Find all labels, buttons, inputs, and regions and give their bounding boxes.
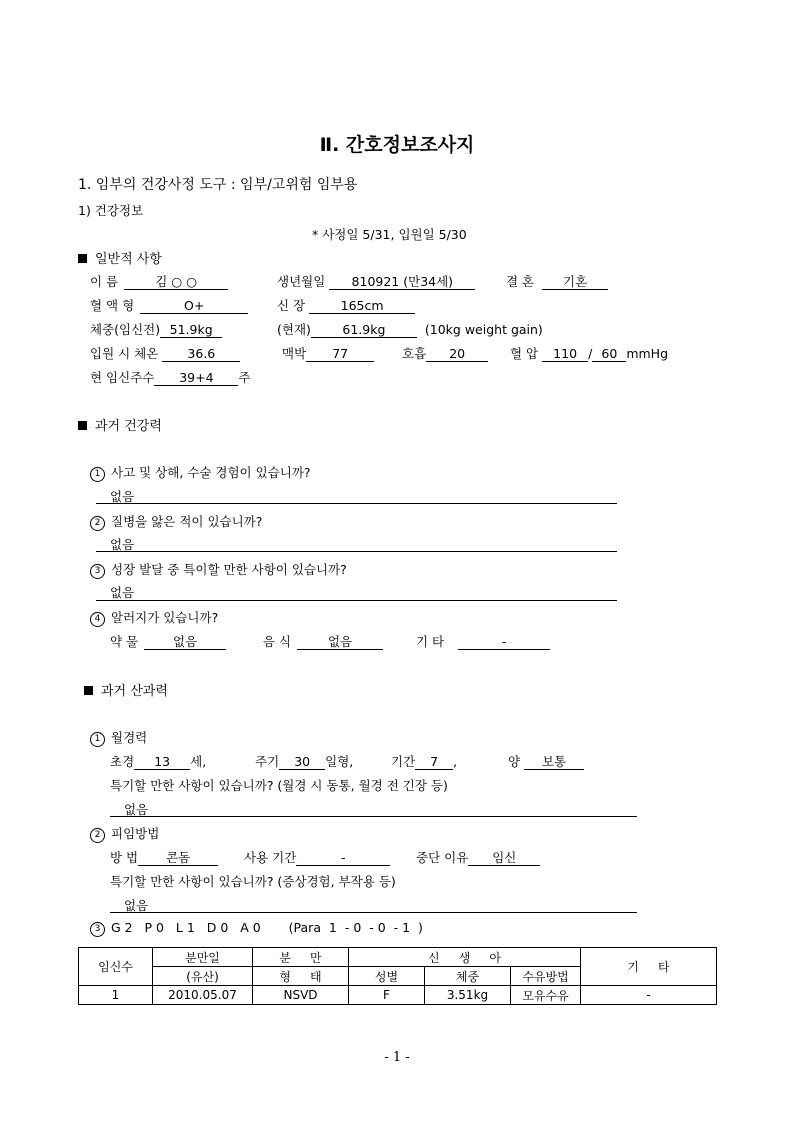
name-value: 김 ○ ○ bbox=[124, 274, 228, 290]
bp-sys-value: 110 bbox=[542, 346, 588, 362]
menarche-row: 초경 13 세, bbox=[110, 754, 207, 769]
period-value: 7 bbox=[415, 754, 453, 770]
answer-line bbox=[96, 503, 617, 504]
height-value: 165cm bbox=[309, 298, 415, 314]
allergy-etc: 기 타 - bbox=[416, 632, 550, 650]
gpa-value: G 2 P 0 L 1 D 0 A 0 bbox=[111, 920, 261, 935]
use-value: - bbox=[296, 850, 390, 866]
row-blood: 혈 액 형 O+ bbox=[90, 296, 248, 314]
row-name: 이 름 김 ○ ○ bbox=[90, 272, 228, 290]
answer-line bbox=[110, 816, 637, 817]
row-height: 신 장 165cm bbox=[277, 296, 415, 314]
answer-3: 없음 bbox=[110, 585, 135, 600]
amount-value: 보통 bbox=[524, 754, 584, 770]
circled-number-icon: 3 bbox=[90, 922, 105, 937]
circled-number-icon: 1 bbox=[90, 732, 105, 747]
circled-number-icon: 4 bbox=[90, 612, 105, 627]
question-1: 1 사고 및 상해, 수술 경험이 있습니까? bbox=[90, 463, 311, 482]
answer-1: 없음 bbox=[110, 489, 135, 504]
menstrual-title: 1 월경력 bbox=[90, 728, 147, 747]
cell-feed: 모유수유 bbox=[511, 986, 581, 1005]
weight-gain: (10kg weight gain) bbox=[424, 322, 543, 337]
header-preg: 임신수 bbox=[79, 948, 153, 986]
header-type: 분 만 bbox=[253, 948, 349, 967]
row-bp: 혈 압 110 / 60 mmHg bbox=[510, 346, 669, 361]
pulse-value: 77 bbox=[306, 346, 374, 362]
resp-value: 20 bbox=[426, 346, 488, 362]
cell-date: 2010.05.07 bbox=[153, 986, 253, 1005]
question-2: 2 질병을 앓은 적이 있습니까? bbox=[90, 512, 262, 531]
dob-value: 810921 (만34세) bbox=[329, 274, 475, 290]
weight-now-value: 61.9kg bbox=[311, 322, 417, 338]
bp-dia-value: 60 bbox=[592, 346, 626, 362]
temp-value: 36.6 bbox=[162, 346, 240, 362]
menstrual-special: 특기할 만한 사항이 있습니까? (월경 시 동통, 월경 전 긴장 등) bbox=[110, 778, 448, 793]
allergy-food: 음 식 없음 bbox=[263, 632, 383, 650]
circled-number-icon: 3 bbox=[90, 564, 105, 579]
stop-value: 임신 bbox=[468, 850, 540, 866]
question-4: 4 알러지가 있습니까? bbox=[90, 608, 218, 627]
cycle-value: 30 bbox=[279, 754, 325, 770]
assessment-date: * 사정일 5/31, 입원일 5/30 bbox=[312, 227, 467, 242]
use-row: 사용 기간 - bbox=[244, 848, 390, 866]
row-resp: 호흡 20 bbox=[402, 344, 488, 362]
row-ga: 현 임신주수 39+4 주 bbox=[90, 370, 251, 385]
gpa-row bbox=[90, 920, 423, 937]
drug-value: 없음 bbox=[144, 634, 226, 650]
cell-weight: 3.51kg bbox=[425, 986, 511, 1005]
allergy-drug: 약 물 없음 bbox=[110, 632, 226, 650]
square-bullet-icon bbox=[84, 686, 93, 695]
method-row: 방 법 콘돔 bbox=[110, 848, 218, 866]
marriage-value: 기혼 bbox=[542, 274, 608, 290]
row-weight: 체중(임신전) 51.9kg bbox=[90, 320, 222, 338]
circled-number-icon: 2 bbox=[90, 828, 105, 843]
section-heading: 1. 임부의 건강사정 도구 : 임부/고위험 임부용 bbox=[78, 177, 358, 193]
period-row: 기간 7 , bbox=[391, 754, 458, 769]
cell-etc: - bbox=[581, 986, 717, 1005]
past-health-heading: 과거 건강력 bbox=[78, 415, 162, 434]
circled-number-icon: 2 bbox=[90, 516, 105, 531]
cell-sex: F bbox=[349, 986, 425, 1005]
food-value: 없음 bbox=[297, 634, 383, 650]
amount-row: 양 보통 bbox=[508, 752, 584, 770]
answer-line bbox=[110, 912, 637, 913]
menstrual-special-answer: 없음 bbox=[124, 802, 149, 817]
circled-number-icon: 1 bbox=[90, 467, 105, 482]
blood-value: O+ bbox=[140, 298, 248, 314]
table-row bbox=[79, 986, 717, 1005]
square-bullet-icon bbox=[78, 421, 87, 430]
contraception-title: 2 피임방법 bbox=[90, 824, 159, 843]
general-heading: 일반적 사항 bbox=[78, 248, 162, 267]
obstetric-history-table bbox=[78, 947, 717, 1005]
row-weight-now: (현재) 61.9kg (10kg weight gain) bbox=[277, 322, 543, 337]
header-sex: 성별 bbox=[349, 967, 425, 986]
question-3: 3 성장 발달 중 특이할 만한 사항이 있습니까? bbox=[90, 560, 347, 579]
para-value: (Para 1 - 0 - 0 - 1 ) bbox=[288, 920, 423, 935]
cell-type: NSVD bbox=[253, 986, 349, 1005]
row-pulse: 맥박 77 bbox=[282, 344, 374, 362]
answer-2: 없음 bbox=[110, 537, 135, 552]
header-weight: 체중 bbox=[425, 967, 511, 986]
header-etc: 기 타 bbox=[581, 948, 717, 986]
contraception-special-answer: 없음 bbox=[124, 898, 149, 913]
ga-value: 39+4 bbox=[154, 370, 238, 386]
header-date-sub: (유산) bbox=[153, 967, 253, 986]
header-type-sub: 형 태 bbox=[253, 967, 349, 986]
page-title: Ⅱ. 간호정보조사지 bbox=[319, 134, 475, 156]
weight-pre-value: 51.9kg bbox=[160, 322, 222, 338]
etc-value: - bbox=[458, 634, 550, 650]
row-marriage: 결 혼 기혼 bbox=[506, 272, 608, 290]
page-number: - 1 - bbox=[384, 1050, 410, 1065]
header-date: 분만일 bbox=[153, 948, 253, 967]
past-ob-heading: 과거 산과력 bbox=[84, 680, 168, 699]
cell-preg: 1 bbox=[79, 986, 153, 1005]
method-value: 콘돔 bbox=[138, 850, 218, 866]
answer-line bbox=[96, 600, 617, 601]
cycle-row: 주기 30 일형, bbox=[255, 754, 354, 769]
menarche-value: 13 bbox=[134, 754, 190, 770]
answer-line bbox=[96, 551, 617, 552]
contraception-special: 특기할 만한 사항이 있습니까? (증상경험, 부작용 등) bbox=[110, 874, 396, 889]
square-bullet-icon bbox=[78, 254, 87, 263]
stop-row: 중단 이유 임신 bbox=[416, 848, 540, 866]
subsection-heading: 1) 건강정보 bbox=[78, 203, 144, 218]
row-dob: 생년월일 810921 (만34세) bbox=[277, 272, 475, 290]
row-temp: 입원 시 체온 36.6 bbox=[90, 344, 240, 362]
header-newborn: 신 생 아 bbox=[349, 948, 581, 967]
header-feed: 수유방법 bbox=[511, 967, 581, 986]
